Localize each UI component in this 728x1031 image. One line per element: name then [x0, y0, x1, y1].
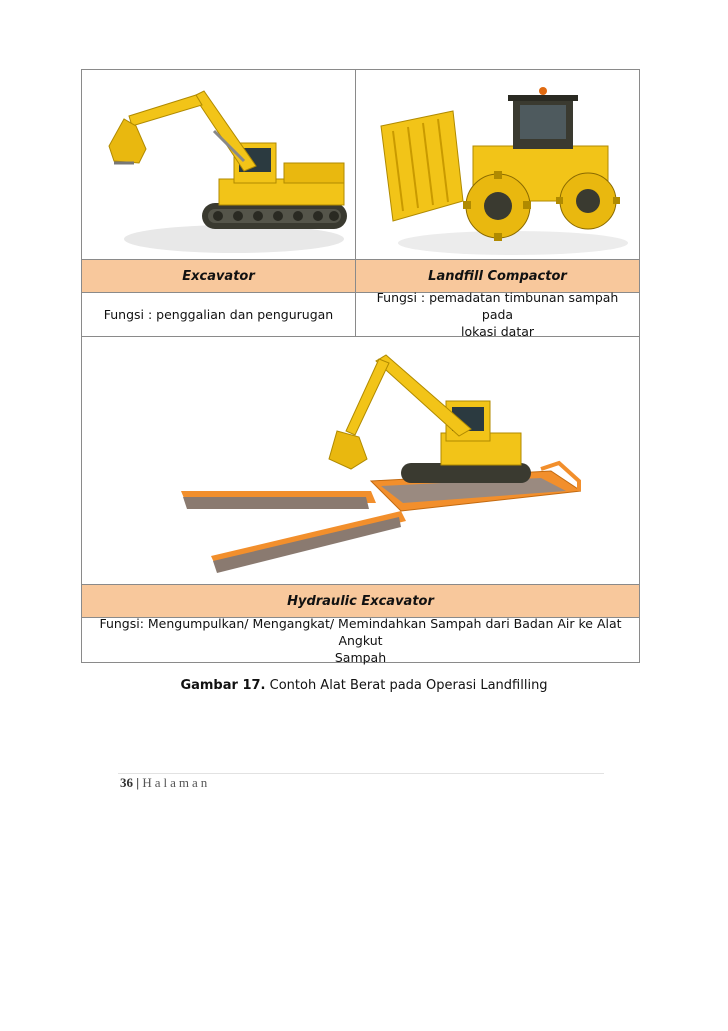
compactor-label: Landfill Compactor: [428, 268, 567, 284]
footer-separator: |: [133, 775, 143, 790]
caption-figure-number: Gambar 17.: [180, 678, 266, 693]
footer-divider: [118, 773, 604, 774]
compactor-description: [356, 289, 639, 340]
compactor-desc-cell: [356, 290, 639, 339]
compactor-image-cell: [356, 70, 639, 259]
equipment-table: [81, 69, 640, 663]
compactor-label-cell: [356, 260, 639, 292]
excavator-desc-cell: [82, 293, 356, 336]
excavator-label-cell: [82, 260, 356, 292]
figure-caption: [0, 678, 728, 693]
page-footer: [120, 775, 210, 791]
hydraulic-excavator-label: Hydraulic Excavator: [287, 593, 434, 609]
page-number: 36: [120, 775, 133, 790]
image-row-1: [82, 70, 639, 260]
image-row-2: [82, 337, 639, 585]
hydraulic-excavator-label-cell: [82, 585, 639, 617]
hydraulic-excavator-description: [82, 615, 639, 666]
hydraulic-excavator-description-line-2: Sampah: [334, 649, 387, 665]
hydraulic-excavator-image-cell: [82, 337, 639, 584]
label-row-2: [82, 585, 639, 618]
hydraulic-excavator-illustration: [141, 341, 581, 581]
excavator-description: Fungsi : penggalian dan pengurugan: [103, 307, 334, 322]
footer-word: Halaman: [142, 775, 211, 790]
hydraulic-excavator-description-line-1: Fungsi: Mengumpulkan/ Mengangkat/ Memindahkan Sampah dari Badan Air ke Alat Angkut: [99, 615, 622, 648]
compactor-description-line-1: Fungsi : pemadatan timbunan sampah pada: [376, 290, 619, 322]
landfill-compactor-illustration: [363, 71, 633, 259]
excavator-illustration: [84, 71, 354, 259]
description-row-1: [82, 290, 639, 339]
compactor-description-line-2: lokasi datar: [460, 324, 535, 339]
description-row-2: [82, 615, 639, 665]
excavator-image-cell: [82, 70, 356, 259]
excavator-label: Excavator: [182, 268, 255, 284]
caption-text: Contoh Alat Berat pada Operasi Landfilling: [265, 678, 548, 693]
hydraulic-excavator-desc-cell: [82, 615, 639, 665]
